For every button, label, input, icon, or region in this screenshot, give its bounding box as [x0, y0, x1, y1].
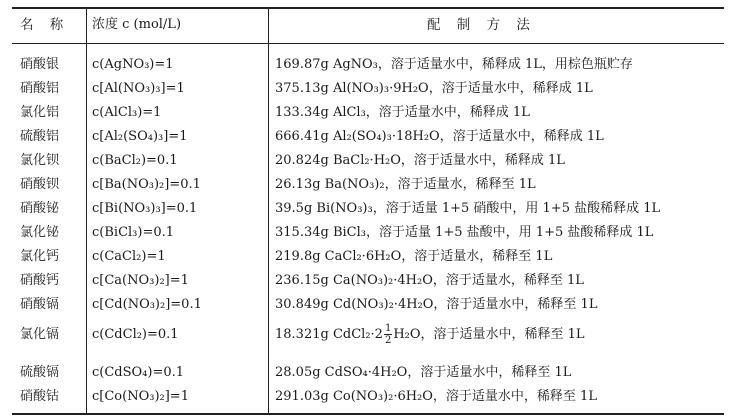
row-concentration: c(AlCl₃)=1: [92, 105, 162, 120]
row-name: 氯化镉: [20, 327, 60, 342]
row-concentration: c[Cd(NO₃)₂]=0.1: [92, 297, 202, 312]
row-concentration: c[Bi(NO₃)₃]=0.1: [92, 201, 198, 216]
row-method: 26.13g Ba(NO₃)₂，溶于适量水，稀释至 1L: [275, 177, 536, 192]
row-method: 236.15g Ca(NO₃)₂·4H₂O，溶于适量水，稀释至 1L: [275, 273, 584, 288]
row-method: 39.5g Bi(NO₃)₃，溶于适量 1+5 硝酸中，用 1+5 盐酸稀释成 1L: [275, 201, 661, 216]
fraction: [384, 323, 392, 346]
row-name: 硝酸镉: [20, 297, 60, 312]
row-name: 硝酸银: [20, 57, 60, 72]
row-concentration: c[Co(NO₃)₂]=1: [92, 389, 189, 404]
row-name: 硝酸钡: [20, 177, 60, 192]
row-name: 氯化铋: [20, 225, 60, 240]
row-name: 硝酸钴: [20, 389, 60, 404]
row-concentration: c(CdCl₂)=0.1: [92, 327, 179, 342]
row-method: 28.05g CdSO₄·4H₂O，溶于适量水中，稀释至 1L: [275, 365, 572, 380]
method-text: H₂O，溶于适量水中，稀释至 1L: [393, 327, 585, 342]
row-concentration: c(AgNO₃)=1: [92, 57, 174, 72]
row-concentration: c[Al(NO₃)₃]=1: [92, 81, 185, 96]
table-header: [12, 9, 724, 44]
row-name: 氯化钙: [20, 249, 60, 264]
row-method: 30.849g Cd(NO₃)₂·4H₂O，溶于适量水中，稀释至 1L: [275, 297, 598, 312]
row-name: 氯化铝: [20, 105, 60, 120]
column-divider: [86, 9, 87, 413]
header-concentration: 浓度 c (mol/L): [92, 17, 182, 32]
row-concentration: c(BiCl₃)=0.1: [92, 225, 175, 240]
row-name: 硫酸铝: [20, 129, 60, 144]
fraction-denominator: 2: [384, 335, 392, 346]
row-concentration: c(CdSO₄)=0.1: [92, 365, 185, 380]
row-concentration: c[Ba(NO₃)₂]=0.1: [92, 177, 201, 192]
header-method: 配 制 方 法: [427, 17, 536, 33]
row-method: 169.87g AgNO₃，溶于适量水中，稀释成 1L，用棕色瓶贮存: [275, 57, 633, 72]
row-method: 291.03g Co(NO₃)₂·6H₂O，溶于适量水中，稀释至 1L: [275, 389, 597, 404]
row-method: 219.8g CaCl₂·6H₂O，溶于适量水，稀释至 1L: [275, 249, 553, 264]
row-concentration: c[Ca(NO₃)₂]=1: [92, 273, 189, 288]
column-divider: [268, 9, 269, 413]
row-concentration: c[Al₂(SO₄)₃]=1: [92, 129, 188, 144]
row-name: 硫酸镉: [20, 365, 60, 380]
fraction-numerator: 1: [384, 323, 392, 334]
row-method: 133.34g AlCl₃，溶于适量水中，稀释成 1L: [275, 105, 530, 120]
row-method: 375.13g Al(NO₃)₃·9H₂O，溶于适量水中，稀释成 1L: [275, 81, 593, 96]
reagent-table: [12, 7, 724, 415]
row-name: 硝酸钙: [20, 273, 60, 288]
row-method: [275, 320, 585, 350]
row-name: 硝酸铋: [20, 201, 60, 216]
header-name: 名 称: [20, 17, 70, 33]
row-concentration: c(BaCl₂)=0.1: [92, 153, 178, 168]
row-name: 硝酸铝: [20, 81, 60, 96]
row-method: 20.824g BaCl₂·H₂O，溶于适量水中，稀释成 1L: [275, 153, 565, 168]
row-concentration: c(CaCl₂)=1: [92, 249, 166, 264]
row-name: 氯化钡: [20, 153, 60, 168]
row-method: 315.34g BiCl₃，溶于适量 1+5 盐酸中，用 1+5 盐酸稀释成 1L: [275, 225, 654, 240]
row-method: 666.41g Al₂(SO₄)₃·18H₂O，溶于适量水中，稀释成 1L: [275, 129, 604, 144]
method-formula: 18.321g CdCl₂·2: [275, 327, 383, 342]
